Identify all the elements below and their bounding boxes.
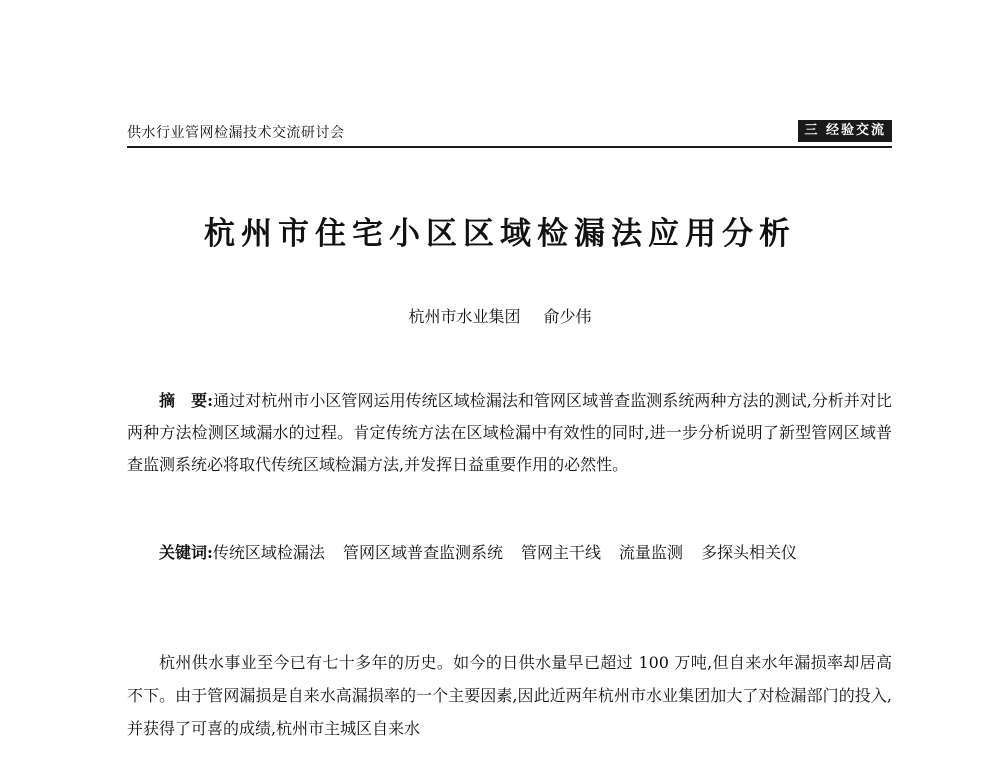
keywords xyxy=(127,537,892,569)
section-badge: 三 经验交流 xyxy=(798,120,892,142)
body-text xyxy=(127,646,892,745)
conference-name: 供水行业管网检漏技术交流研讨会 xyxy=(127,125,345,141)
author-line xyxy=(0,304,1000,327)
author-name: 俞少伟 xyxy=(543,307,592,326)
keyword-item: 流量监测 xyxy=(618,543,683,562)
paper-title: 杭州市住宅小区区域检漏法应用分析 xyxy=(204,216,796,252)
abstract xyxy=(127,385,892,481)
abstract-paragraph xyxy=(127,385,892,481)
keyword-item: 管网主干线 xyxy=(520,543,601,562)
abstract-text: 通过对杭州市小区管网运用传统区域检漏法和管网区域普查监测系统两种方法的测试,分析并对比两种方法检测区域漏水的过程。肯定传统方法在区域检漏中有效性的同时,进一步分析说明了新型管网区域普查监测系统必将取代传统区域检漏方法,并发挥日益重要作用的必然性。 xyxy=(127,391,892,474)
abstract-label: 摘 要: xyxy=(159,391,214,410)
keyword-item: 传统区域检漏法 xyxy=(212,543,325,562)
keywords-paragraph xyxy=(127,537,892,569)
body-paragraph: 杭州供水事业至今已有七十多年的历史。如今的日供水量早已超过 100 万吨,但自来水年漏损率却居高不下。由于管网漏损是自来水高漏损率的一个主要因素,因此近两年杭州市水业集团加大了对检漏部门的投入,并获得了可喜的成绩,杭州市主城区自来水 xyxy=(127,653,892,738)
keywords-label: 关键词: xyxy=(159,543,213,562)
keyword-item: 管网区域普查监测系统 xyxy=(342,543,503,562)
keyword-item: 多探头相关仪 xyxy=(700,543,797,562)
author-organization: 杭州市水业集团 xyxy=(408,307,521,326)
running-header xyxy=(127,118,892,148)
